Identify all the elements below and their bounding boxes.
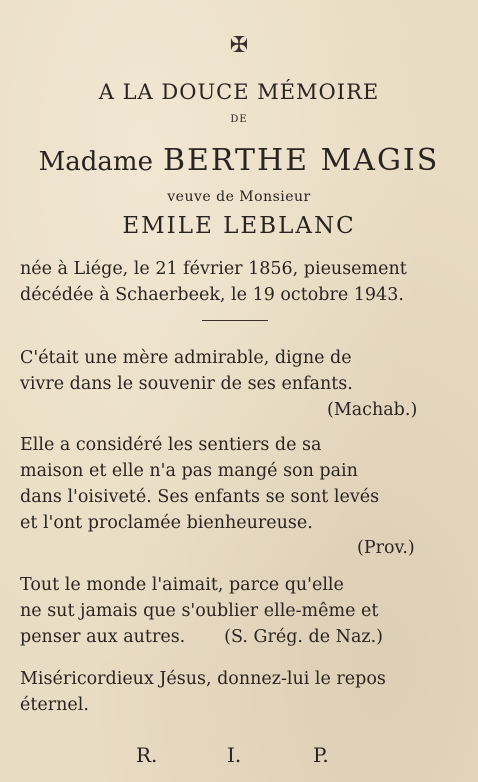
text-line: éternel. [20,695,89,715]
text-line: vivre dans le souvenir de ses enfants. [20,374,353,394]
text-line: décédée à Schaerbeek, le 19 octobre 1943. [20,285,404,305]
birth-death-text [20,256,451,308]
cross-icon: ✠ [229,33,249,58]
text-line: C'était une mère admirable, digne de [20,348,352,368]
prayer [20,666,451,718]
quote-greg [20,572,451,650]
text-line: dans l'oisiveté. Ses enfants se sont levés [20,487,380,507]
text-line: née à Liége, le 21 février 1856, pieusement [20,259,407,279]
deceased-name: BERTHE MAGIS [162,143,440,178]
rip-r: R. [136,743,158,767]
deceased-name-line [0,141,478,185]
memorial-heading: A LA DOUCE MÉMOIRE [98,80,380,104]
widow-of-label: veuve de Monsieur [167,189,311,205]
quote-machab [20,345,451,397]
text-line: maison et elle n'a pas mangé son pain [20,461,358,481]
text-line: Tout le monde l'aimait, parce qu'elle [20,575,344,595]
text-line: penser aux autres. (S. Grég. de Naz.) [20,627,383,647]
quote-prov [20,432,451,536]
text-line: Miséricordieux Jésus, donnez-lui le repos [20,669,386,689]
heading-de: DE [230,114,248,125]
text-line: Elle a considéré les sentiers de sa [20,435,322,455]
quote-source-prov: (Prov.) [357,538,415,558]
quote-source-machab: (Machab.) [327,400,418,420]
husband-name: EMILE LEBLANC [122,213,356,239]
divider [202,320,268,321]
rip-p: P. [313,743,329,767]
text-line: ne sut jamais que s'oublier elle-même et [20,601,379,621]
rip-i: I. [227,743,242,767]
text-line: et l'ont proclamée bienheureuse. [20,513,313,533]
title-prefix: Madame [38,147,153,177]
